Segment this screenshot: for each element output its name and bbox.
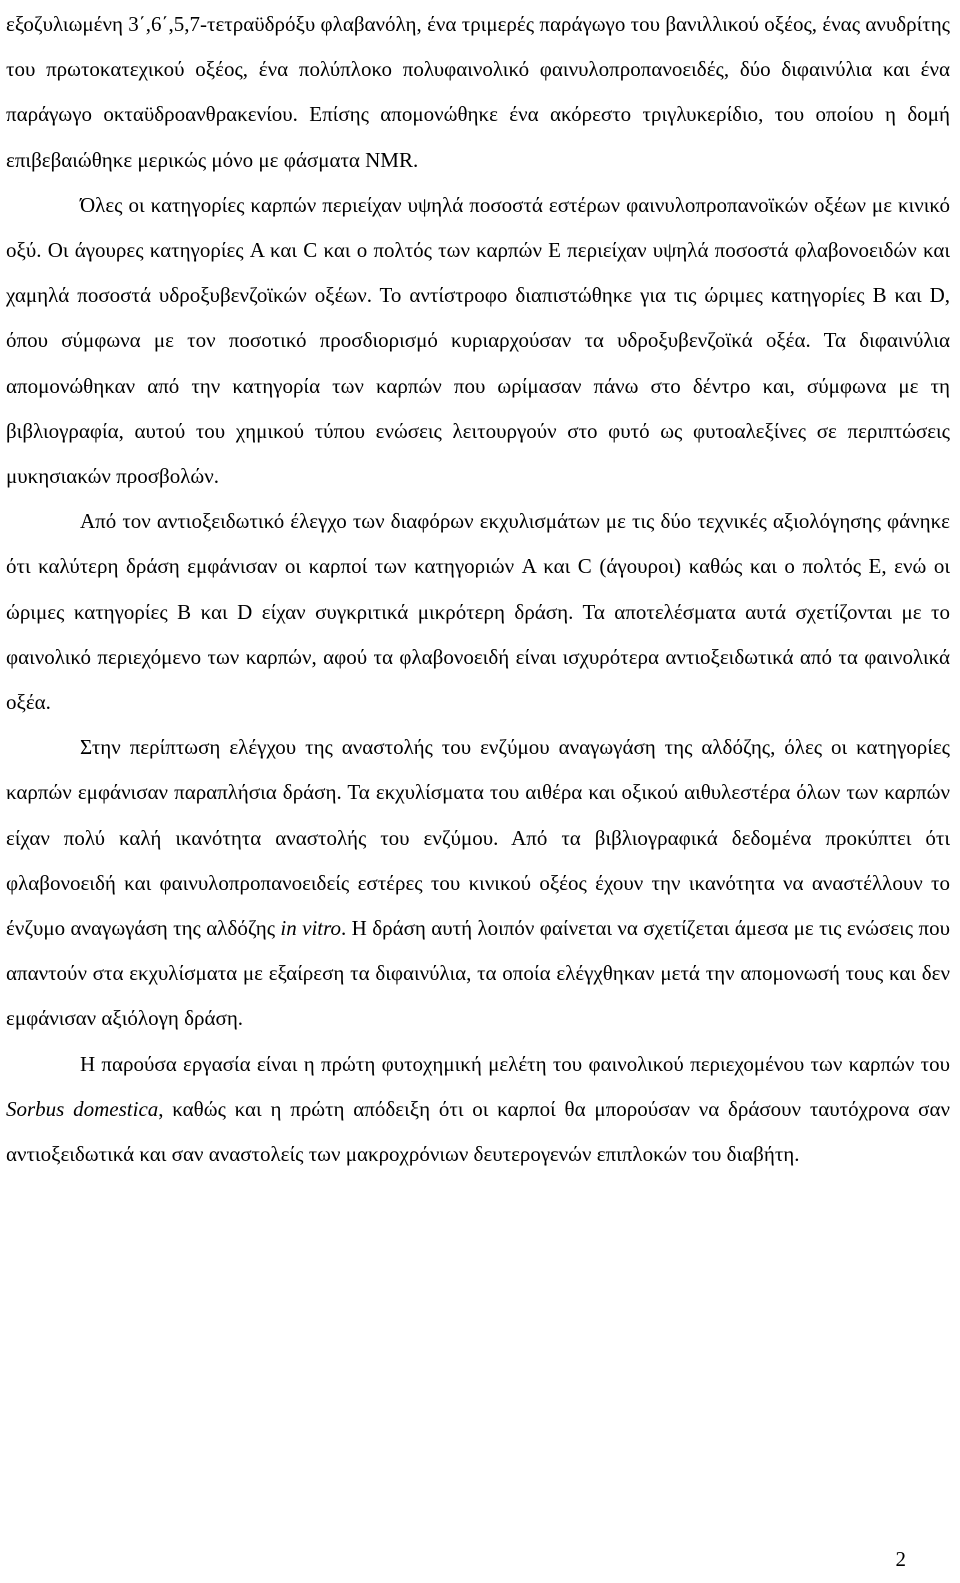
paragraph-1-text: εξοζυλιωμένη 3΄,6΄,5,7-τετραϋδρόξυ φλαβανόλη, ένα τριμερές παράγωγο του βανιλλικού οξέος, ένας ανυδρίτης του πρωτοκατεχικού οξέος, ένα πολύπλοκο πολυφαινολικό φαινυλοπροπανοειδές, δύο διφαινύλια και ένα παράγωγο οκταϋδροανθρακενίου. Επίσης απομονώθηκε ένα ακόρεστο τριγλυκερίδιο, του οποίου η δομή επιβεβαιώθηκε μερικώς μόνο με φάσματα NMR. [6,12,950,172]
paragraph-4-italic-term: in vitro [280,916,342,941]
document-page [6,0,950,1177]
paragraph-5-text-part-1: Η παρούσα εργασία είναι η πρώτη φυτοχημική μελέτη του φαινολικού περιεχομένου των καρπών του [80,1051,950,1076]
paragraph-4-text-part-1: Στην περίπτωση ελέγχου της αναστολής του ενζύμου αναγωγάση της αλδόζης, όλες οι κατηγορίες καρπών εμφάνισαν παραπλήσια δράση. Τα εκχυλίσματα του αιθέρα και οξικού αιθυλεστέρα όλων των καρπών είχαν πολύ καλή ικανότητα αναστολής του ενζύμου. Από τα βιβλιογραφικά δεδομένα προκύπτει ότι φλαβονοειδή και φαινυλοπροπανοειδείς εστέρες του κινικού οξέος έχουν την ικανότητα να αναστέλλουν το ένζυμο αναγωγάση της αλδόζης [6,735,950,941]
paragraph-3 [6,499,950,725]
paragraph-1 [6,2,950,183]
paragraph-4 [6,725,950,1041]
paragraph-2-text: Όλες οι κατηγορίες καρπών περιείχαν υψηλά ποσοστά εστέρων φαινυλοπροπανοϊκών οξέων με κινικό οξύ. Οι άγουρες κατηγορίες A και C και ο πολτός των καρπών E περιείχαν υψηλά ποσοστά φλαβονοειδών και χαμηλά ποσοστά υδροξυβενζοϊκών οξέων. Το αντίστροφο διαπιστώθηκε για τις ώριμες κατηγορίες B και D, όπου σύμφωνα με τον ποσοτικό προσδιορισμό κυριαρχούσαν τα υδροξυβενζοϊκά οξέα. Τα διφαινύλια απομονώθηκαν από την κατηγορία των καρπών που ωρίμασαν πάνω στο δέντρο και, σύμφωνα με τη βιβλιογραφία, αυτού του χημικού τύπου ενώσεις λειτουργούν στο φυτό ως φυτοαλεξίνες σε περιπτώσεις μυκησιακών προσβολών. [6,192,950,489]
paragraph-2 [6,183,950,499]
paragraph-5-italic-species: Sorbus domestica [6,1096,159,1121]
paragraph-4-text-part-2: . Η δράση αυτή λοιπόν φαίνεται να σχετίζεται άμεσα με τις ενώσεις που απαντούν στα εκχυλίσματα με εξαίρεση τα διφαινύλια, τα οποία ελέγχθηκαν μετά την απομονωσή τους και δεν εμφάνισαν αξιόλογη δράση. [6,916,950,1031]
page-number: 2 [895,1547,906,1571]
paragraph-5-text-part-2: , καθώς και η πρώτη απόδειξη ότι οι καρποί θα μπορούσαν να δράσουν ταυτόχρονα σαν αντιοξειδωτικά και σαν αναστολείς των μακροχρόνιων δευτερογενών επιπλοκών του διαβήτη. [6,1096,950,1167]
paragraph-3-text: Από τον αντιοξειδωτικό έλεγχο των διαφόρων εκχυλισμάτων με τις δύο τεχνικές αξιολόγησης φάνηκε ότι καλύτερη δράση εμφάνισαν οι καρποί των κατηγοριών A και C (άγουροι) καθώς και ο πολτός E, ενώ οι ώριμες κατηγορίες B και D είχαν συγκριτικά μικρότερη δράση. Τα αποτελέσματα αυτά σχετίζονται με το φαινολικό περιεχόμενο των καρπών, αφού τα φλαβονοειδή είναι ισχυρότερα αντιοξειδωτικά από τα φαινολικά οξέα. [6,509,950,715]
paragraph-5 [6,1042,950,1178]
